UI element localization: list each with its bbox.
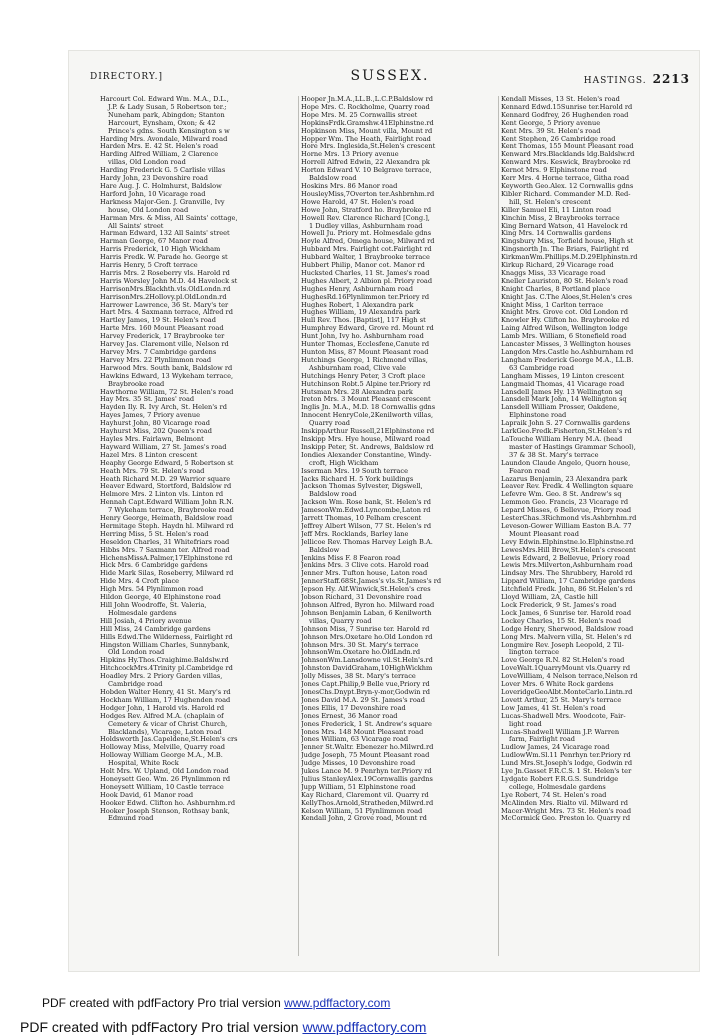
directory-entry: Hayhurst Miss, 202 Queen's road: [100, 428, 212, 436]
directory-entry: Hill Miss, 24 Cambridge gardens: [100, 625, 211, 633]
directory-entry: LoveWilliam, 4 Nelson terrace,Nelson rd: [501, 673, 638, 681]
directory-entry: Howell Rev. Clarence Richard [Cong.],: [301, 214, 430, 222]
directory-entry: J.P. & Lady Susan, 5 Robertson ter.;: [108, 103, 227, 111]
directory-entry: Kent Thomas, 155 Mount Pleasant road: [501, 143, 634, 151]
directory-entry: Johnson Miss, 7 Sunrise ter. Harold rd: [301, 625, 430, 633]
directory-entry: JohnsonWm.Lansdowne vil.St.Heln's.rd: [301, 657, 433, 665]
directory-entry: Hoadley Mrs. 2 Priory Garden villas,: [100, 673, 223, 681]
directory-entry: Jeff Mrs. Rocklands, Barley lane: [301, 530, 409, 538]
directory-entry: Hipkins Hy.Thos.Craighime.Baldslw.rd: [100, 657, 229, 665]
directory-entry: Jellicoe Rev. Thomas Harvey Leigh B.A.: [301, 538, 433, 546]
directory-entry: Hope Mrs. C. Rockholme, Quarry road: [301, 103, 430, 111]
directory-entry: Laundon Claude Angelo, Quorn house,: [501, 459, 631, 467]
directory-entry: master of Hastings Grammar School),: [509, 443, 636, 451]
directory-entry: King Bernard Watson, 41 Havelock rd: [501, 222, 628, 230]
directory-entry: Jarrett Thomas, 10 Pelham crescent: [301, 515, 422, 523]
directory-entry: Iondies Alexander Constantine, Windy-: [301, 451, 432, 459]
directory-entry: Kennard Edwd.15Sunrise ter.Harold rd: [501, 103, 633, 111]
directory-entry: Baldslow: [309, 546, 340, 554]
directory-entry: Hill Josiah, 4 Priory avenue: [100, 617, 192, 625]
directory-entry: light road: [509, 720, 542, 728]
directory-entry: Johnson Mrs.Oxetare ho.Old London rd: [301, 633, 433, 641]
directory-entry: HitchcockMrs.4Trinity pl.Cambridge rd: [100, 665, 233, 673]
directory-entry: Mount Pleasant road: [509, 530, 579, 538]
directory-column-3: [498, 96, 695, 956]
directory-entry: Hunt John, Ivy ho. Ashburnham road: [301, 333, 424, 341]
directory-entry: Knight Miss, 1 Carlton terrace: [501, 301, 604, 309]
directory-entry: Heath Richard M.D. 29 Warrior square: [100, 475, 231, 483]
directory-entry: Lansdell James Hy. 13 Wellington sq: [501, 388, 623, 396]
directory-entry: Lefevre Wm. Geo. 8 St. Andrew's sq: [501, 491, 622, 499]
directory-entry: Horton Edward V. 10 Belgrave terrace,: [301, 167, 432, 175]
directory-entry: Lockey Charles, 15 St. Helen's road: [501, 617, 622, 625]
directory-entry: Keyworth Geo.Alex. 12 Cornwallis gdns: [501, 182, 634, 190]
directory-entry: Knight Jas. C.The Aloes,St.Helen's cres: [501, 293, 633, 301]
footer-2-link[interactable]: www.pdffactory.com: [302, 1019, 427, 1035]
directory-entry: Hide Mark Silas, Roseberry, Milward rd: [100, 570, 234, 578]
directory-entry: Jackson Wm. Rose bank, St. Helen's rd: [301, 499, 432, 507]
directory-entry: Honeysett Geo. Wm. 26 Plynlimmon rd: [100, 775, 231, 783]
directory-entry: lington terrace: [509, 649, 560, 657]
directory-entry: McAlinden Mrs. Rialto vil. Milward rd: [501, 799, 628, 807]
directory-entry: Hayward William, 27 St. James's road: [100, 443, 227, 451]
directory-entry: Long Mrs. Malvern villa, St. Helen's rd: [501, 633, 632, 641]
directory-entry: Harvey Frederick, 17 Braybrooke ter: [100, 333, 225, 341]
directory-entry: Lewis Edward, 2 Bellevue, Priory road: [501, 554, 630, 562]
directory-entry: Levy Edwin.Elphinstne.lo.Elphinstne.rd: [501, 538, 634, 546]
directory-entry: Hennah Capt.Edward William John R.N.: [100, 499, 234, 507]
directory-entry: Jones Ellis, 17 Devonshire road: [301, 704, 406, 712]
directory-entry: Julius StanleyAlex.19Cornwallis gardns: [301, 775, 433, 783]
directory-entry: Judge Misses, 10 Devonshire road: [301, 760, 416, 768]
directory-entry: Hunter Thomas, Ecclesfene,Canute rd: [301, 341, 430, 349]
directory-entry: Jenkins Miss F. 8 Fearon road: [301, 554, 401, 562]
directory-entry: Hutsman Mrs. 28 Alexandra park: [301, 388, 413, 396]
directory-entry: Jupp William, 51 Elphinstone road: [301, 783, 416, 791]
directory-entry: Leaver Rev. Fredk. 4 Wellington square: [501, 483, 634, 491]
directory-entry: Hubbard Mrs. Fairlight cot.Fairlight rd: [301, 246, 432, 254]
directory-entry: Lucas-Shadwell Mrs. Woodcote, Fair-: [501, 712, 626, 720]
directory-entry: Hockham William, 17 Hughenden road: [100, 696, 231, 704]
directory-entry: Knight Mrs. Grove cot. Old London rd: [501, 309, 628, 317]
directory-entry: Jenkins Mrs. 3 Clive cots. Harold road: [301, 562, 429, 570]
directory-entry: Harding Alfred William, 2 Clarence: [100, 151, 219, 159]
directory-entry: LudlowWm.Sl.11 Penrhyn ter.Priory rd: [501, 752, 631, 760]
directory-entry: farm, Fairlight road: [509, 736, 575, 744]
directory-entry: Lock James, 6 Sunrise ter. Harold road: [501, 609, 632, 617]
directory-entry: Hutchings Henry Peter, 3 Croft place: [301, 372, 426, 380]
directory-entry: Hayes James, 7 Priory avenue: [100, 412, 200, 420]
directory-entry: Hills Edwd.The Wilderness, Fairlight rd: [100, 633, 233, 641]
directory-entry: Hazel Mrs. 8 Linton crescent: [100, 451, 198, 459]
directory-entry: Nuneham park, Abingdon; Stanton: [108, 111, 225, 119]
directory-entry: Holloway Miss, Melville, Quarry road: [100, 744, 226, 752]
directory-entry: Killer Samuel Eli, 11 Linton road: [501, 206, 612, 214]
directory-entry: Hooper Jn.M.A.,LL.B.,L.C.P.Baldslow rd: [301, 96, 433, 103]
directory-entry: Heath Mrs. 79 St. Helen's road: [100, 467, 205, 475]
header-town-page: [584, 72, 690, 86]
directory-entry: Lydgate Robert F.R.G.S. Sundridge: [501, 775, 619, 783]
directory-entry: HopkinsFrdk.Gramshw.41Elphinstne.rd: [301, 119, 434, 127]
directory-entry: Hayden Ily. R. Ivy Arch, St. Helen's rd: [100, 404, 227, 412]
directory-entry: Harden Mrs. E. 42 St. Helen's road: [100, 143, 219, 151]
directory-entry: Inskipp Peter, St. Andrews, Baldslow rd: [301, 443, 434, 451]
directory-entry: Harwood Mrs. South bank, Baldslow rd: [100, 364, 233, 372]
directory-entry: Harding Mrs. Avondale, Milward road: [100, 135, 228, 143]
directory-entry: Hartley James, 19 St. Helen's road: [100, 317, 216, 325]
directory-entry: Harman Edward, 132 All Saints' street: [100, 230, 230, 238]
directory-entry: Lloyd William, 2A, Castle hill: [501, 594, 598, 602]
directory-entry: Kelson William, 51 Plynlimmon road: [301, 807, 423, 815]
directory-entry: Lovett Arthur, 25 St. Mary's terrace: [501, 696, 622, 704]
header-county: SUSSEX.: [350, 68, 430, 84]
directory-entry: Kerr Mrs. 4 Horne terrace, Githa road: [501, 175, 630, 183]
directory-entry: McCormick Geo. Preston lo. Quarry rd: [501, 815, 631, 823]
directory-entry: Jolly Misses, 38 St. Mary's terrace: [301, 673, 416, 681]
directory-entry: Lippard William, 17 Cambridge gardens: [501, 578, 636, 586]
directory-entry: Kenward Mrs.Blacklands ldg.Baldslw.rd: [501, 151, 635, 159]
directory-entry: Holdsworth Jas.Capeldene,St.Helen's crs: [100, 736, 238, 744]
directory-entry: Howe John, Stratford ho. Braybroke rd: [301, 206, 432, 214]
directory-entry: Litchfield Fredk. John, 86 St.Helen's rd: [501, 586, 633, 594]
directory-entry: King Mrs. 14 Cornwallis gardens: [501, 230, 612, 238]
directory-entry: Jones David M.A. 29 St. James's road: [301, 696, 425, 704]
directory-entry: Harford John, 10 Vicarage road: [100, 190, 206, 198]
directory-entry: 63 Cambridge road: [509, 364, 574, 372]
directory-entry: Edmund road: [108, 815, 154, 823]
directory-entry: Kinchin Miss, 2 Braybrooks terrace: [501, 214, 620, 222]
directory-entry: Hay Mrs. 35 St. James' road: [100, 396, 195, 404]
directory-entry: Heaver Edward, Stortford, Baldslow rd: [100, 483, 232, 491]
directory-entry: Hughes William, 19 Alexandra park: [301, 309, 421, 317]
directory-column-2: [298, 96, 496, 956]
directory-entry: Howe Harold, 47 St. Helen's road: [301, 198, 415, 206]
directory-entry: Kingsbury Miss, Torfield house, High st: [501, 238, 634, 246]
directory-entry: Lye Robert, 74 St. Helen's road: [501, 791, 607, 799]
directory-entry: Harris Frederick, 10 High Wickham: [100, 246, 221, 254]
directory-entry: LesterChas.3Richmond vls.Ashbrnhm.rd: [501, 515, 637, 523]
directory-entry: LoveWalt.1QuarryMount vls.Quarry rd: [501, 665, 631, 673]
directory-entry: Lewis Mrs.Milverton,Ashburnham road: [501, 562, 633, 570]
directory-entry: Harrower Lawrence, 36 St. Mary's ter: [100, 301, 229, 309]
directory-entry: Hope Mrs. M. 25 Cornwallis street: [301, 111, 418, 119]
directory-entry: Baldslow road: [309, 175, 357, 183]
directory-entry: Jackson Thomas Sylvester, Digswell,: [301, 483, 423, 491]
directory-entry: Jones Mrs. 148 Mount Pleasant road: [301, 728, 424, 736]
directory-entry: Kent George, 5 Priory avenue: [501, 119, 601, 127]
directory-entry: Heseldon Charles, 31 Whitefriars road: [100, 538, 230, 546]
directory-entry: Kenward Mrs. Keswick, Braybrooke rd: [501, 159, 631, 167]
directory-entry: Jenner St.Waltr. Ebenezer ho.Milwrd.rd: [301, 744, 434, 752]
directory-entry: Lodge Henry, Sherwood, Baldslow road: [501, 625, 634, 633]
directory-entry: Hopper Wm. The Heath, Fairlight road: [301, 135, 431, 143]
directory-entry: Hopkinson Miss, Mount villa, Mount rd: [301, 127, 433, 135]
directory-entry: Hore Mrs. Inglesida,St.Helen's crescent: [301, 143, 436, 151]
directory-entry: Love George R.N. 82 St.Helen's road: [501, 657, 625, 665]
directory-entry: Jukes Lance M. 9 Penrhyn ter.Priory rd: [301, 768, 432, 776]
directory-entry: Kneller Lauriston, 80 St. Helen's road: [501, 277, 629, 285]
directory-entry: Old London road: [108, 649, 165, 657]
directory-entry: Langham Frederick George M.A., LL.B.: [501, 356, 634, 364]
directory-entry: croft, High Wickham: [309, 459, 379, 467]
directory-entry: Blacklands), Vicarage, Laton road: [108, 728, 222, 736]
directory-entry: Ludlow James, 24 Vicarage road: [501, 744, 610, 752]
directory-entry: Lund Mrs.St.Joseph's lodge, Godwin rd: [501, 760, 633, 768]
directory-entry: 37 & 38 St. Mary's terrace: [509, 451, 599, 459]
directory-entry: Hull Rev. Thos. [Baptist], 117 High st: [301, 317, 426, 325]
directory-entry: Hare Aug. J. C. Holmhurst, Baldslow: [100, 182, 222, 190]
directory-entry: Braybrooke road: [108, 380, 165, 388]
directory-entry: HarrisonMrs.2Hollovy.pl.OldLondn.rd: [100, 293, 227, 301]
directory-entry: Jones Ernest, 36 Manor road: [301, 712, 398, 720]
directory-entry: Harris Henry, 5 Croft terrace: [100, 262, 198, 270]
directory-entry: 1 Dudley villas, Ashburnham road: [309, 222, 423, 230]
directory-entry: Hubbard Walter, 1 Braybrooke terrace: [301, 254, 430, 262]
directory-entry: Judge Joseph, 75 Mount Pleasant road: [301, 752, 430, 760]
directory-entry: Hayles Mrs. Fairlawn, Belmont: [100, 435, 204, 443]
directory-entry: Jones Capt.Philip,9 Belle vue,Priory rd: [301, 681, 430, 689]
directory-entry: Hardy John, 23 Devonshire road: [100, 175, 208, 183]
directory-entry: Hughes Robert, 1 Alexandra park: [301, 301, 414, 309]
directory-entry: Quarry road: [309, 420, 350, 428]
directory-entry: Lazarus Benjamin, 23 Alexandra park: [501, 475, 628, 483]
directory-entry: Jeffrey Albert Wilson, 77 St. Helen's rd: [301, 522, 432, 530]
directory-entry: house, Old London road: [108, 206, 189, 214]
directory-entry: Johnson Mrs. 30 St. Mary's terrace: [301, 641, 419, 649]
directory-entry: Lamb Mrs. William, 6 Stonefield road: [501, 333, 627, 341]
directory-entry: Leveson-Gower William Easton B.A. 77: [501, 522, 632, 530]
directory-entry: Hobden Walter Henry, 41 St. Mary's rd: [100, 688, 231, 696]
directory-entry: Harvey Mrs. 22 Plynlimmon road: [100, 356, 212, 364]
directory-entry: Lover Mrs. 6 White Rock gardens: [501, 681, 614, 689]
directory-entry: Macer-Wright Mrs. 73 St. Helen's road: [501, 807, 632, 815]
directory-entry: Harvey Jas. Claremont ville, Nelson rd: [100, 341, 229, 349]
directory-entry: LewesMrs.Hill Brow,St.Helen's crescent: [501, 546, 636, 554]
directory-entry: Howell Ju. Priory mt. Holmesdale gdns: [301, 230, 432, 238]
directory-entry: Jobson Richard, 31 Devonshire road: [301, 594, 422, 602]
directory-entry: Fearon road: [509, 467, 550, 475]
directory-entry: Knowler Hy. Clifton ho. Braybrooke rd: [501, 317, 630, 325]
directory-entry: 7 Wykeham terrace, Braybrooke road: [108, 507, 234, 515]
directory-entry: Helmore Mrs. 2 Linton vls. Linton rd: [100, 491, 224, 499]
directory-entry: Cambridge road: [108, 681, 163, 689]
directory-columns: [100, 96, 692, 956]
directory-entry: Hooker Joseph Stenson, Rothsay bank,: [100, 807, 230, 815]
pdf-footer-1: [42, 996, 390, 1010]
directory-entry: Harris Mrs. 2 Roseberry vls. Harold rd: [100, 269, 230, 277]
directory-entry: Kennard Godfrey, 26 Hughenden road: [501, 111, 629, 119]
directory-entry: JonesChs.Dnypt.Bryn-y-mor,Godwin rd: [301, 688, 430, 696]
directory-entry: Hill John Woodroffe, St. Valeria,: [100, 602, 207, 609]
directory-entry: Elphinstone road: [509, 412, 567, 420]
directory-entry: Hart Mrs. 4 Saxmann terrace, Alfred rd: [100, 309, 233, 317]
directory-entry: Harcourt Col. Edward Wm. M.A., D.L.,: [100, 96, 229, 103]
directory-entry: Cemetery & vicar of Christ Church,: [108, 720, 228, 728]
directory-entry: Hibbs Mrs. 7 Saxmann ter. Alfred road: [100, 546, 230, 554]
footer-2-text: PDF created with pdfFactory Pro trial version: [20, 1019, 303, 1035]
directory-entry: Hutchinson Robt.5 Alpine ter.Priory rd: [301, 380, 431, 388]
directory-entry: HousleyMiss,7Overton ter.Ashbrnhm.rd: [301, 190, 435, 198]
directory-entry: Langmaid Thomas, 41 Vicarage road: [501, 380, 625, 388]
directory-entry: HichensMissA.Palmer,17Elphinstone rd: [100, 554, 233, 562]
directory-entry: HughesRd.16Plynlimmon ter.Priory rd: [301, 293, 430, 301]
directory-entry: Baldslow road: [309, 491, 357, 499]
directory-entry: Holmesdale gardens: [108, 609, 177, 617]
directory-entry: Innocent HenryCole,2Kenilworth villas,: [301, 412, 434, 420]
directory-entry: Hospital, White Rock: [108, 760, 179, 768]
directory-entry: Jones Frederick, 1 St. Andrew's square: [301, 720, 432, 728]
directory-entry: villas, Quarry road: [309, 617, 372, 625]
directory-entry: LarkGeo.Fredk.Fisherton,St.Helen's rd: [501, 428, 632, 436]
directory-entry: Jenner Mrs. Tufton house, Laton road: [301, 570, 428, 578]
directory-entry: Hildon George, 40 Elphinstone road: [100, 594, 221, 602]
directory-entry: Kendall Misses, 13 St. Helen's road: [501, 96, 620, 103]
directory-entry: Honeysett William, 10 Castle terrace: [100, 783, 224, 791]
directory-entry: Heaphy George Edward, 5 Robertson st: [100, 459, 234, 467]
directory-entry: Lock Frederick, 9 St. James's road: [501, 602, 617, 609]
directory-entry: JamesonWm.Edwd.Lyncombe,Laton rd: [301, 507, 431, 515]
directory-entry: Hide Mrs. 4 Croft place: [100, 578, 180, 586]
directory-entry: Jepson Hy. Alf.Winwick,St.Helen's cres: [301, 586, 431, 594]
directory-entry: Kent Stephen, 26 Cambridge road: [501, 135, 616, 143]
directory-entry: Lindsay Mrs. The Shrubbery, Harold rd: [501, 570, 633, 578]
directory-entry: All Saints' street: [108, 222, 164, 230]
directory-entry: Hodger John, 1 Harold vls. Harold rd: [100, 704, 225, 712]
directory-entry: Horne Mrs. 13 Priory avenue: [301, 151, 399, 159]
directory-entry: Kernot Mrs. 9 Elphinstone road: [501, 167, 607, 175]
directory-entry: Ashburnham road, Clive vale: [309, 364, 406, 372]
directory-entry: Inskipp Mrs. Hye house, Milward road: [301, 435, 431, 443]
directory-entry: hill, St. Helen's crescent: [509, 198, 591, 206]
directory-entry: Hawthorne William, 72 St. Helen's road: [100, 388, 234, 396]
directory-entry: Harcourt, Eynsham, Oxon; & 42: [108, 119, 216, 127]
directory-entry: Kendall John, 2 Grove road, Mount rd: [301, 815, 427, 823]
header-town: HASTINGS.: [583, 76, 647, 86]
directory-entry: Hingston William Charles, Sunnybank,: [100, 641, 230, 649]
directory-entry: Harris Worsley John M.D. 44 Havelock st: [100, 277, 238, 285]
header-directory: DIRECTORY.]: [90, 72, 164, 82]
directory-entry: Lye Jn.Gasset F.R.C.S. 1 St. Helen's ter: [501, 768, 632, 776]
directory-entry: Laing Alfred Wilson, Wellington lodge: [501, 325, 628, 333]
directory-entry: Longmire Rev. Joseph Leopold, 2 Til-: [501, 641, 624, 649]
directory-entry: Johnson Benjamin Laban, 6 Kenilworth: [301, 609, 432, 617]
directory-entry: Knight Charles, 8 Portland place: [501, 285, 611, 293]
directory-entry: KellyThos.Arnold,Stratheden,Milwrd.rd: [301, 799, 434, 807]
directory-entry: Humphrey Edward, Grove rd. Mount rd: [301, 325, 434, 333]
directory-entry: Kent Mrs. 39 St. Helen's road: [501, 127, 601, 135]
directory-entry: Holloway William George M.A., M.B.: [100, 752, 223, 760]
directory-entry: Henry George, Heimath, Baldslow road: [100, 515, 233, 523]
directory-entry: Isserman Mrs. 19 South terrace: [301, 467, 409, 475]
directory-entry: Holt Mrs. W. Upland, Old London road: [100, 768, 229, 776]
directory-entry: JennerStaff.68St.James's vls.St.James's rd: [301, 578, 442, 586]
directory-entry: Harding Frederick G. 5 Carlisle villas: [100, 167, 226, 175]
directory-entry: Knaggs Miss, 33 Vicarage road: [501, 269, 606, 277]
directory-entry: Herring Miss, 5 St. Helen's road: [100, 530, 209, 538]
directory-entry: Lucas-Shadwell William J.P. Warren: [501, 728, 620, 736]
directory-entry: High Mrs. 54 Plynlimmon road: [100, 586, 204, 594]
directory-entry: LoveridgeGeoAlbt.MonteCarlo.Lintn.rd: [501, 688, 633, 696]
directory-entry: Hermitage Steph. Haydn hl. Milward rd: [100, 522, 234, 530]
directory-entry: Hughes Albert, 2 Albion pl. Priory road: [301, 277, 433, 285]
directory-entry: Hunton Miss, 87 Mount Pleasant road: [301, 349, 429, 356]
directory-entry: Harkness Major-Gen. J. Granville, Ivy: [100, 198, 225, 206]
directory-entry: Langdon Mrs.Castle ho.Ashburnham rd: [501, 349, 634, 356]
directory-entry: Ireton Mrs. 3 Mount Pleasant crescent: [301, 396, 431, 404]
directory-entry: Hughes Henry, Ashburnham road: [301, 285, 413, 293]
directory-entry: Langham Misses, 19 Linton crescent: [501, 372, 625, 380]
directory-entry: InskippArthur Russell,21Elphinstone rd: [301, 428, 435, 436]
directory-entry: Lansdell William Prosser, Oakdene,: [501, 404, 620, 412]
directory-entry: villas, Old London road: [108, 159, 186, 167]
directory-entry: Hoskins Mrs. 86 Manor road: [301, 182, 398, 190]
directory-entry: Hawkins Edward, 13 Wykeham terrace,: [100, 372, 234, 380]
directory-entry: Low James, 41 St. Helen's road: [501, 704, 606, 712]
directory-entry: Johnston DavidGraham,10HighWickhm: [301, 665, 433, 673]
directory-entry: JohnsonWm.Oxetare ho.OldLndn.rd: [301, 649, 421, 657]
directory-entry: HarrisonMrs.Blackhth.vls.OldLondn.rd: [100, 285, 231, 293]
directory-entry: Kay Richard, Claremont vil. Quarry rd: [301, 791, 429, 799]
directory-entry: Lemmon Geo. Francis, 23 Vicarage rd: [501, 499, 629, 507]
directory-entry: Prince's gdns. South Kensington s w: [108, 127, 230, 135]
directory-entry: Jones William, 63 Vicarage road: [301, 736, 409, 744]
directory-entry: Hutchings George, 1 Richmond villas,: [301, 356, 428, 364]
directory-entry: Harris Fredk. W. Parade ho. George st: [100, 254, 228, 262]
directory-entry: Kibler Richard. Commander M.D. Red-: [501, 190, 631, 198]
directory-column-1: [100, 96, 295, 956]
footer-1-text: PDF created with pdfFactory Pro trial version: [42, 996, 285, 1010]
directory-entry: LaTouche William Henry M.A. (head: [501, 435, 623, 443]
directory-entry: Lancaster Misses, 3 Wellington houses: [501, 341, 631, 349]
page-number: 2213: [652, 72, 690, 86]
directory-entry: Harman George, 67 Manor road: [100, 238, 208, 246]
directory-entry: college, Holmesdale gardens: [509, 783, 606, 791]
pdf-footer-2: [20, 1019, 426, 1035]
directory-entry: Lapraik John S. 27 Cornwallis gardens: [501, 420, 630, 428]
directory-entry: Kirkup Richard, 29 Vicarage road: [501, 262, 614, 270]
directory-entry: Inglis Jn. M.A., M.D. 18 Cornwallis gdns: [301, 404, 436, 412]
directory-entry: Jacks Richard H. 5 York buildings: [301, 475, 414, 483]
directory-entry: Hubbert Philip, Manor cot. Manor rd: [301, 262, 425, 270]
directory-entry: Lansdell Mark John, 14 Wellington sq: [501, 396, 627, 404]
directory-entry: Hook David, 61 Manor road: [100, 791, 194, 799]
directory-entry: Johnson Alfred, Byron ho. Milward road: [301, 602, 435, 609]
directory-entry: KirkmanWm.Phillips.M.D.29Elphinstn.rd: [501, 254, 638, 262]
directory-entry: Hick Mrs. 6 Cambridge gardens: [100, 562, 208, 570]
directory-entry: Hooker Edwd. Clifton ho. Ashburnhm.rd: [100, 799, 236, 807]
directory-entry: Hoyle Alfred, Omega house, Milward rd: [301, 238, 435, 246]
footer-1-link[interactable]: www.pdffactory.com: [284, 996, 391, 1010]
directory-entry: Hayhurst John, 80 Vicarage road: [100, 420, 210, 428]
running-header: [90, 68, 690, 88]
directory-entry: Harvey Mrs. 7 Cambridge gardens: [100, 349, 217, 356]
directory-entry: Horrell Alfred Edwin, 22 Alexandra pk: [301, 159, 430, 167]
directory-entry: Harte Mrs. 160 Mount Pleasant road: [100, 325, 224, 333]
directory-entry: Kingsnorth Jn. The Briars, Fairlight rd: [501, 246, 629, 254]
directory-entry: Lepard Misses, 6 Bellevue, Priory road: [501, 507, 632, 515]
directory-entry: Harman Mrs. & Miss, All Saints' cottage,: [100, 214, 238, 222]
directory-entry: Hucksted Charles, 11 St. James's road: [301, 269, 430, 277]
directory-entry: Hodges Rev. Alfred M.A. (chaplain of: [100, 712, 224, 720]
